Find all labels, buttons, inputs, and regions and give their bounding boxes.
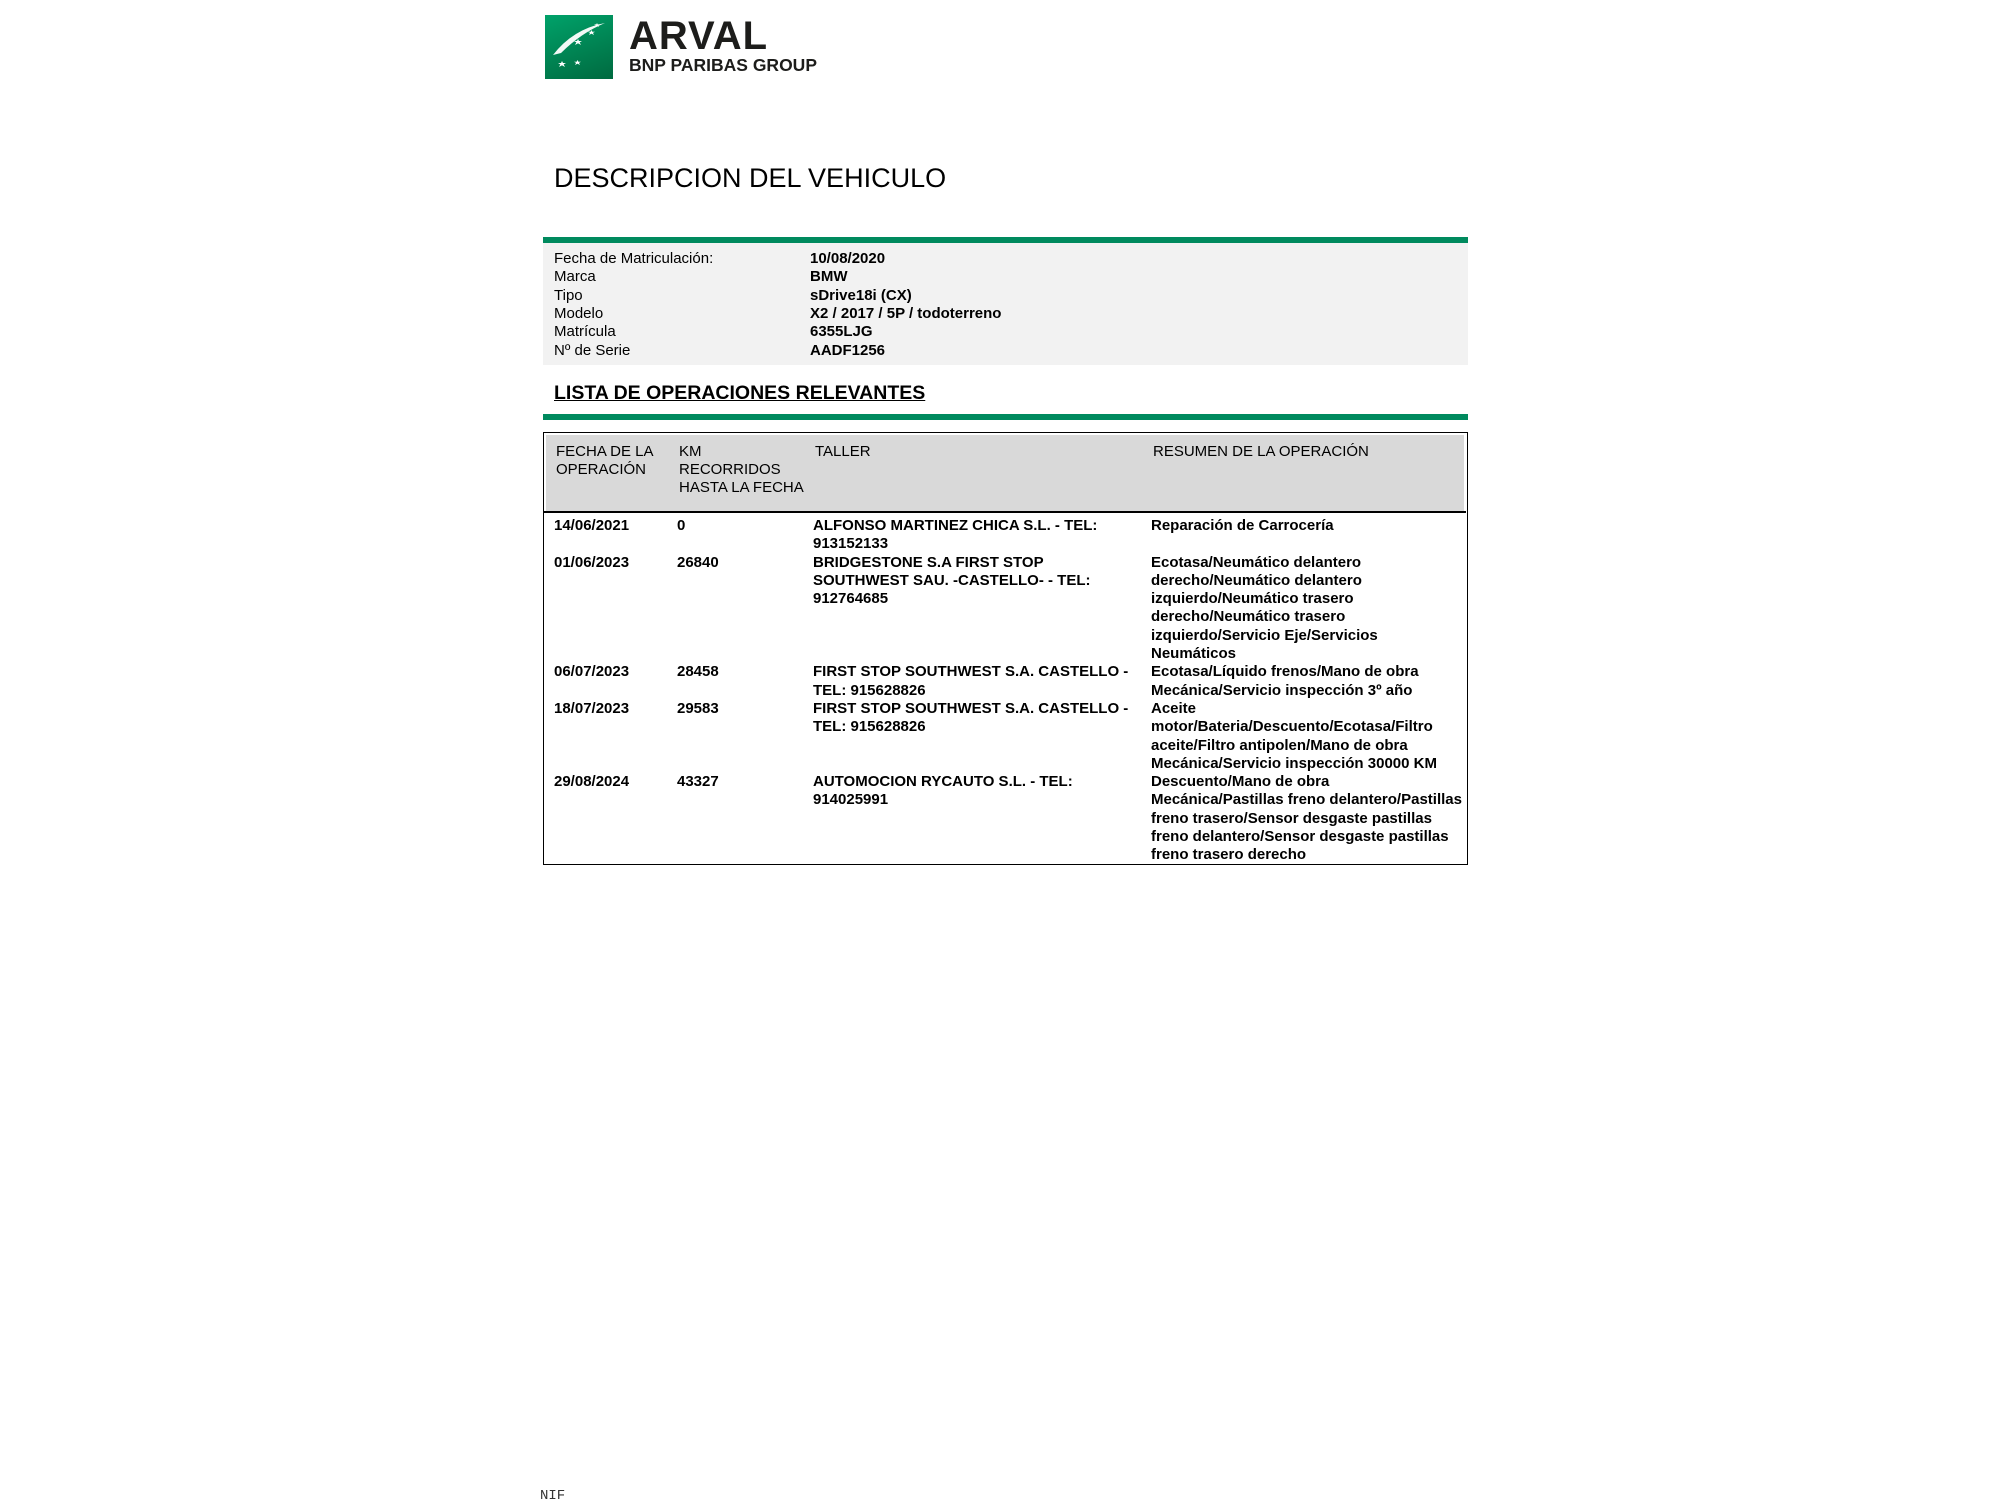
vehicle-value: sDrive18i (CX) [810, 286, 912, 304]
cell-fecha: 18/07/2023 [554, 700, 630, 717]
header-rule [544, 511, 1466, 513]
cell-fecha: 06/07/2023 [554, 663, 630, 681]
vehicle-label: Marca [554, 268, 596, 286]
operations-title: LISTA DE OPERACIONES RELEVANTES [554, 382, 926, 404]
cell-taller: AUTOMOCION RYCAUTO S.L. - TEL: 914025991 [813, 773, 1073, 809]
footer-nif: NIF [540, 1488, 566, 1504]
arval-logo [545, 15, 845, 79]
vehicle-label: Modelo [554, 304, 604, 322]
operations-table [543, 432, 1468, 865]
section-divider [543, 414, 1468, 420]
header-fecha: FECHA DE LA OPERACIÓN [556, 443, 653, 478]
cell-resumen: Aceite motor/Bateria/Descuento/Ecotasa/Filtro aceite/Filtro antipolen/Mano de obra Mecánica/Servicio inspección 30000 KM [1151, 700, 1437, 772]
header-resumen: RESUMEN DE LA OPERACIÓN [1153, 443, 1369, 460]
vehicle-details [543, 243, 1468, 365]
cell-km: 29583 [677, 700, 719, 717]
cell-taller: ALFONSO MARTINEZ CHICA S.L. - TEL: 913152133 [813, 517, 1098, 553]
cell-taller: FIRST STOP SOUTHWEST S.A. CASTELLO - TEL: 915628826 [813, 700, 1129, 736]
vehicle-label: Matrícula [554, 323, 616, 341]
brand-group: BNP PARIBAS GROUP [629, 55, 817, 75]
cell-taller: FIRST STOP SOUTHWEST S.A. CASTELLO - TEL: 915628826 [813, 663, 1129, 699]
bnp-stars-logo-icon [545, 15, 613, 79]
cell-resumen: Descuento/Mano de obra Mecánica/Pastillas freno delantero/Pastillas freno trasero/Sensor desgaste pastillas freno delantero/Sensor desgaste pastillas freno trasero derecho [1151, 773, 1462, 864]
vehicle-value: AADF1256 [810, 341, 886, 359]
cell-km: 28458 [677, 663, 719, 681]
vehicle-label: Nº de Serie [554, 341, 631, 359]
brand-name: ARVAL [629, 14, 769, 58]
header-km: KM RECORRIDOS HASTA LA FECHA [679, 443, 804, 496]
cell-resumen: Ecotasa/Líquido frenos/Mano de obra Mecánica/Servicio inspección 3º año [1151, 663, 1419, 699]
cell-km: 26840 [677, 553, 719, 571]
cell-resumen: Ecotasa/Neumático delantero derecho/Neumático delantero izquierdo/Neumático trasero derecho/Neumático trasero izquierdo/Servicio Eje/Servicios Neumáticos [1151, 553, 1378, 663]
cell-fecha: 01/06/2023 [554, 553, 630, 571]
vehicle-label: Tipo [554, 286, 583, 304]
cell-fecha: 14/06/2021 [554, 517, 630, 534]
page-title: DESCRIPCION DEL VEHICULO [554, 163, 947, 193]
cell-resumen: Reparación de Carrocería [1151, 517, 1334, 534]
header-taller: TALLER [815, 443, 871, 460]
vehicle-label: Fecha de Matriculación: [554, 250, 714, 267]
vehicle-value: X2 / 2017 / 5P / todoterreno [810, 304, 1002, 322]
cell-taller: BRIDGESTONE S.A FIRST STOP SOUTHWEST SAU. -CASTELLO- - TEL: 912764685 [813, 553, 1091, 608]
vehicle-value: 6355LJG [810, 323, 873, 341]
cell-km: 43327 [677, 773, 719, 791]
table-header [546, 435, 1464, 512]
vehicle-value: BMW [810, 268, 848, 286]
vehicle-value: 10/08/2020 [810, 250, 886, 267]
cell-km: 0 [677, 517, 686, 534]
cell-fecha: 29/08/2024 [554, 773, 630, 791]
